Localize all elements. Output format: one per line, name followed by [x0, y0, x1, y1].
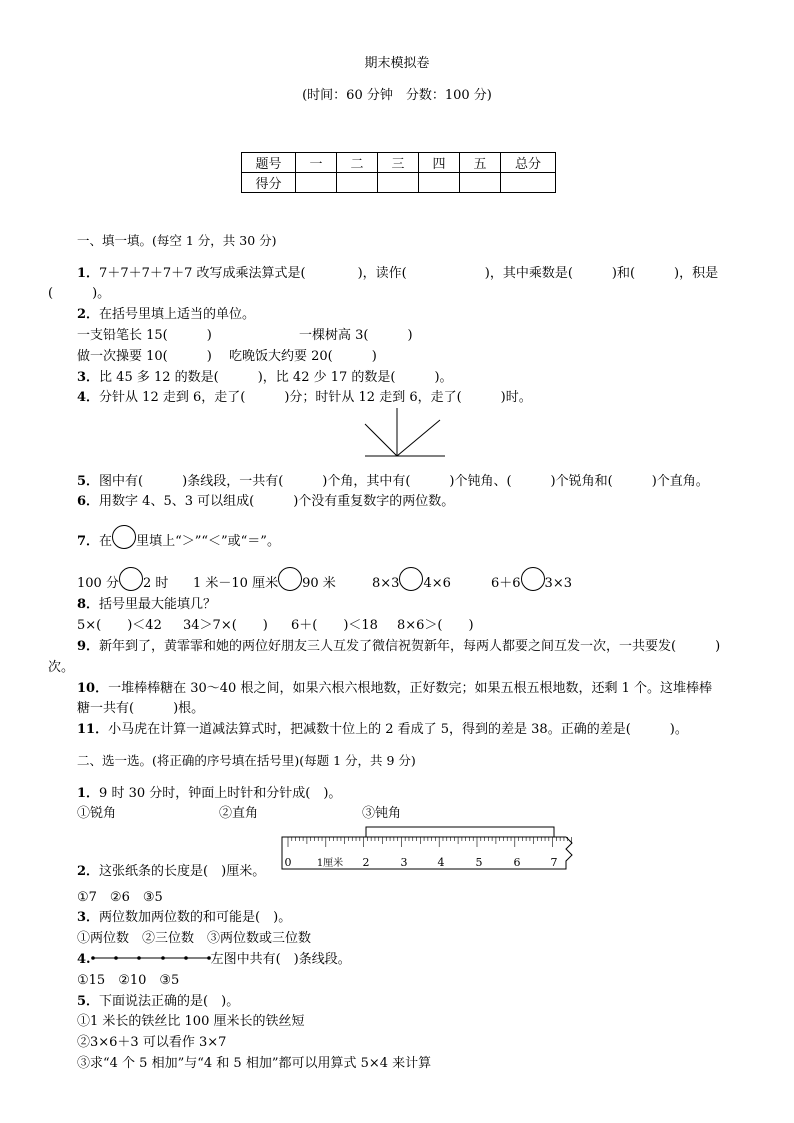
question-text: 图中有( )条线段，一共有( )个角，其中有( )个钝角、( )个锐角和( )个直角。: [99, 474, 709, 489]
choice-option: ②3×6＋3 可以看作 3×7: [77, 1035, 227, 1050]
score-header-cell: 二: [337, 153, 378, 173]
question-9-cont: 次。: [48, 660, 75, 675]
question-text: 一堆棒棒糖在 30～40 根之间，如果六根六根地数，正好数完；如果五根五根地数，还剩 1 个。这堆棒棒: [108, 681, 712, 696]
compare-circle-icon[interactable]: [278, 567, 302, 591]
score-header-cell: 题号: [242, 153, 296, 173]
compare-item: [193, 567, 336, 591]
compare-left: 6＋6: [491, 576, 521, 591]
choice-question-5: [77, 990, 239, 1009]
question-number: 10．: [77, 681, 109, 696]
segment-point: [137, 956, 141, 960]
ruler-label: 6: [513, 856, 521, 869]
choice-option: ①锐角: [77, 806, 117, 821]
choice-question-4: [77, 948, 351, 967]
compare-left: 1 米－10 厘米: [193, 576, 279, 591]
exam-info: (时间：60 分钟 分数：100 分): [302, 88, 492, 103]
compare-item: [77, 567, 168, 591]
ruler-label: 5: [475, 856, 483, 869]
figure-left-ray: [365, 424, 397, 456]
score-header-cell: 总分: [501, 153, 556, 173]
question-number: 2．: [77, 307, 100, 322]
score-header-cell: 五: [460, 153, 501, 173]
question-text: 在括号里填上适当的单位。: [99, 307, 256, 322]
question-number: 8．: [77, 597, 100, 612]
choice-options: ①两位数 ②三位数 ③两位数或三位数: [77, 931, 312, 946]
question-text: 9 时 30 分时，钟面上时针和分针成( )。: [99, 786, 342, 801]
question-text: 两位数加两位数的和可能是( )。: [99, 910, 292, 925]
choice-option: ①1 米长的铁丝比 100 厘米长的铁丝短: [77, 1014, 305, 1029]
score-header-cell: 三: [378, 153, 419, 173]
question-text: 小马虎在计算一道减法算式时，把减数十位上的 2 看成了 5，得到的差是 38。正确的差是( )。: [108, 722, 688, 737]
question-number: 3．: [77, 370, 100, 385]
question-8-item: 8×6＞( ): [397, 618, 474, 633]
question-8-item: 34＞7×( ): [183, 618, 268, 633]
question-text: 这张纸条的长度是( )厘米。: [99, 864, 266, 879]
choice-options: ①15 ②10 ③5: [77, 973, 180, 988]
ruler-label: 3: [400, 856, 408, 869]
question-2-item: 吃晚饭大约要 20( ): [229, 349, 377, 364]
score-cell[interactable]: [419, 173, 460, 193]
segment-point: [184, 956, 188, 960]
question-11: [77, 718, 688, 737]
compare-left: 8×3: [372, 576, 400, 591]
question-number: 5．: [77, 994, 100, 1009]
question-text: 里填上“＞”“＜”或“＝”。: [136, 534, 280, 549]
segment-line-figure: [91, 953, 211, 963]
question-number: 1．: [77, 266, 100, 281]
question-number: 11．: [77, 722, 109, 737]
question-6: [77, 490, 454, 509]
question-number: 9．: [77, 639, 100, 654]
score-table: [241, 152, 556, 193]
ruler-figure: [278, 824, 578, 874]
question-text: 新年到了，黄霏霏和她的两位好朋友三人互发了微信祝贺新年，每两人都要之间互发一次，一共要发( ): [99, 639, 721, 654]
question-text: 在: [99, 534, 113, 549]
ruler-label: 4: [437, 856, 445, 869]
question-10-cont: 糖一共有( )根。: [77, 701, 205, 716]
paper-strip: [366, 827, 554, 837]
compare-circle-icon: [112, 525, 136, 549]
question-4: [77, 386, 532, 405]
ruler-label: 2: [362, 856, 370, 869]
score-cell[interactable]: [501, 173, 556, 193]
question-text: 比 45 多 12 的数是( )，比 42 少 17 的数是( )。: [99, 370, 453, 385]
compare-right: 90 米: [302, 576, 336, 591]
angle-figure: [360, 406, 450, 458]
question-number: 3．: [77, 910, 100, 925]
score-row-label: 得分: [242, 173, 296, 193]
score-cell[interactable]: [460, 173, 501, 193]
score-cell[interactable]: [296, 173, 337, 193]
question-number: 4.: [77, 952, 91, 967]
question-number: 2．: [77, 864, 100, 879]
question-number: 6．: [77, 494, 100, 509]
question-1-cont: ( )。: [48, 286, 111, 301]
question-8-item: 5×( )＜42: [77, 618, 162, 633]
question-2: [77, 303, 255, 322]
choice-option: ②直角: [219, 806, 259, 821]
question-number: 4．: [77, 390, 100, 405]
compare-item: [372, 567, 451, 591]
question-2-item: 一棵树高 3( ): [299, 328, 413, 343]
question-number: 7．: [77, 534, 100, 549]
segment-point: [161, 956, 165, 960]
question-text: 下面说法正确的是( )。: [99, 994, 240, 1009]
compare-circle-icon[interactable]: [399, 567, 423, 591]
question-text: 7＋7＋7＋7＋7 改写成乘法算式是( )，读作( )，其中乘数是( )和( )，积是: [99, 266, 719, 281]
compare-right: 3×3: [544, 576, 572, 591]
choice-question-1: [77, 782, 341, 801]
compare-left: 100 分: [77, 576, 119, 591]
compare-circle-icon[interactable]: [521, 567, 545, 591]
choice-question-2: [77, 860, 265, 879]
figure-right-ray: [397, 420, 440, 456]
score-cell[interactable]: [337, 173, 378, 193]
question-3: [77, 366, 453, 385]
choice-option: ③求“4 个 5 相加”与“4 和 5 相加”都可以用算式 5×4 来计算: [77, 1056, 432, 1071]
question-2-item: 一支铅笔长 15( ): [77, 328, 212, 343]
question-text: 分针从 12 走到 6，走了( )分；时针从 12 走到 6，走了( )时。: [99, 390, 532, 405]
compare-right: 4×6: [423, 576, 451, 591]
question-1: [77, 262, 718, 281]
score-header-cell: 四: [419, 153, 460, 173]
question-text: 括号里最大能填几？: [99, 597, 217, 612]
page-title: 期末模拟卷: [364, 56, 430, 71]
ruler-label: 7: [550, 856, 558, 869]
question-number: 1．: [77, 786, 100, 801]
compare-item: [491, 567, 572, 591]
choice-question-3: [77, 906, 291, 925]
question-10: [77, 677, 712, 696]
question-8: [77, 593, 216, 612]
question-text: 用数字 4、5、3 可以组成( )个没有重复数字的两位数。: [99, 494, 455, 509]
segment-point: [91, 956, 95, 960]
ruler-label: 0: [284, 856, 292, 869]
compare-right: 2 时: [142, 576, 169, 591]
choice-options: ①7 ②6 ③5: [77, 890, 163, 905]
question-8-item: 6＋( )＜18: [291, 618, 378, 633]
ruler-label: 1厘米: [316, 858, 344, 869]
question-2-item: 做一次操要 10( ): [77, 349, 212, 364]
score-cell[interactable]: [378, 173, 419, 193]
question-5: [77, 470, 709, 489]
question-text: 左图中共有( )条线段。: [210, 952, 351, 967]
score-header-cell: 一: [296, 153, 337, 173]
choice-option: ③钝角: [362, 806, 402, 821]
question-7: [77, 525, 280, 549]
segment-point: [114, 956, 118, 960]
section-heading: 一、填一填。(每空 1 分，共 30 分): [77, 233, 277, 248]
question-number: 5．: [77, 474, 100, 489]
compare-circle-icon[interactable]: [119, 567, 143, 591]
question-9: [77, 635, 720, 654]
section-heading: 二、选一选。(将正确的序号填在括号里)(每题 1 分，共 9 分): [77, 753, 416, 768]
